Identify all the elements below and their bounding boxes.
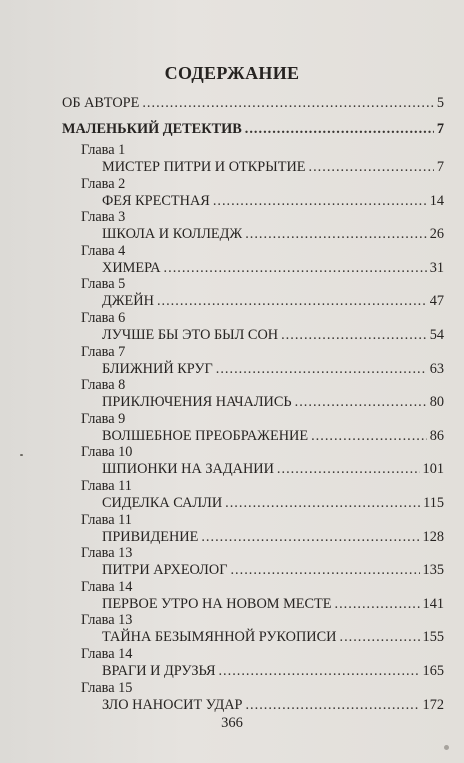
chapter-label: Глава 14 [81,646,133,662]
leader-dots [245,696,419,714]
chapter-page: 7 [436,159,444,175]
toc-part-heading [62,120,444,138]
toc-entry-chapter [102,561,444,579]
chapter-label: Глава 15 [81,679,133,696]
chapter-title: ВРАГИ И ДРУЗЬЯ [102,663,216,679]
toc-entry-chapter [102,427,444,445]
toc-entry-chapter [102,360,444,378]
leader-dots [213,192,427,210]
chapter-label: Глава 2 [81,175,126,192]
chapter-page: 101 [422,461,444,478]
chapter-page: 141 [422,595,444,612]
leader-dots [201,528,419,546]
toc-entry-label: ОБ АВТОРЕ [62,95,140,111]
chapter-page: 128 [422,528,444,545]
chapter-page: 54 [429,327,444,343]
toc-entry-label: МАЛЕНЬКИЙ ДЕТЕКТИВ [62,121,242,137]
chapter-label: Глава 5 [81,276,126,293]
chapter-title: ЗЛО НАНОСИТ УДАР [102,696,243,713]
chapter-label: Глава 10 [81,444,133,461]
chapter-label: Глава 14 [81,578,133,595]
chapter-page: 80 [429,394,444,411]
chapter-title: ВОЛШЕБНОЕ ПРЕОБРАЖЕНИЕ [102,427,309,444]
toc-entry-page: 5 [436,95,444,111]
chapter-title: ШПИОНКИ НА ЗАДАНИИ [102,461,274,478]
chapter-page: 26 [429,226,444,243]
chapter-label: Глава 9 [81,410,126,427]
toc-entry-chapter [102,628,444,646]
toc-entry-chapter [102,158,444,176]
chapter-title: ШКОЛА И КОЛЛЕДЖ [102,226,243,243]
page-number: 366 [221,715,243,731]
chapter-label: Глава 11 [81,478,132,494]
chapter-page: 31 [429,259,444,276]
leader-dots [225,494,420,512]
chapter-title: ПРИКЛЮЧЕНИЯ НАЧАЛИСЬ [102,394,292,411]
chapter-label: Глава 7 [81,343,126,360]
leader-dots [295,393,427,411]
toc-entry-chapter [102,662,444,680]
leader-dots [218,662,419,680]
chapter-label: Глава 1 [81,142,126,158]
chapter-page: 165 [422,663,444,679]
leader-dots [164,259,427,277]
leader-dots [311,427,427,445]
chapter-label: Глава 11 [81,511,132,528]
chapter-page: 155 [422,629,444,646]
chapter-label: Глава 6 [81,310,126,326]
chapter-title: СИДЕЛКА САЛЛИ [102,495,223,511]
chapter-page: 172 [422,696,444,713]
leader-dots [340,628,420,646]
chapter-page: 115 [423,495,444,511]
toc-entry-chapter [102,494,444,512]
chapter-page: 86 [429,427,444,444]
leader-dots [277,460,420,478]
chapter-label: Глава 4 [81,242,126,259]
leader-dots [142,94,434,112]
chapter-title: ПЕРВОЕ УТРО НА НОВОМ МЕСТЕ [102,595,332,612]
toc-entry-chapter [102,528,444,546]
chapter-page: 135 [422,562,444,579]
chapter-title: ЛУЧШЕ БЫ ЭТО БЫЛ СОН [102,327,279,343]
page-title: СОДЕРЖАНИЕ [164,63,300,83]
chapter-title: ТАЙНА БЕЗЫМЯННОЙ РУКОПИСИ [102,629,337,646]
toc-entry-page: 7 [436,121,444,137]
paper-speck [20,454,23,456]
toc-entry-chapter [102,696,444,714]
chapter-label: Глава 13 [81,612,133,629]
chapter-label: Глава 3 [81,209,126,226]
chapter-title: ПРИВИДЕНИЕ [102,528,199,545]
leader-dots [335,595,420,613]
chapter-page: 47 [429,293,444,310]
leader-dots [230,561,419,579]
toc-entry-about-author [62,94,444,112]
chapter-title: ДЖЕЙН [102,293,154,310]
chapter-page: 63 [429,360,444,377]
chapter-title: ХИМЕРА [102,259,161,276]
chapter-title: ФЕЯ КРЕСТНАЯ [102,192,210,209]
chapter-title: БЛИЖНИЙ КРУГ [102,360,213,377]
leader-dots [281,326,427,344]
toc-entry-chapter [102,460,444,478]
chapter-title: ПИТРИ АРХЕОЛОГ [102,562,228,579]
paper-speck [444,745,449,750]
leader-dots [157,292,427,310]
toc-entry-chapter [102,326,444,344]
toc-entry-chapter [102,259,444,277]
toc-entry-chapter [102,225,444,243]
toc-entry-chapter [102,393,444,411]
leader-dots [245,120,434,138]
leader-dots [216,360,427,378]
toc-entry-chapter [102,595,444,613]
leader-dots [309,158,434,176]
toc-entry-chapter [102,192,444,210]
toc-entry-chapter [102,292,444,310]
chapter-page: 14 [429,192,444,209]
leader-dots [245,225,427,243]
chapter-label: Глава 8 [81,377,126,394]
chapter-title: МИСТЕР ПИТРИ И ОТКРЫТИЕ [102,159,306,175]
chapter-label: Глава 13 [81,545,133,562]
